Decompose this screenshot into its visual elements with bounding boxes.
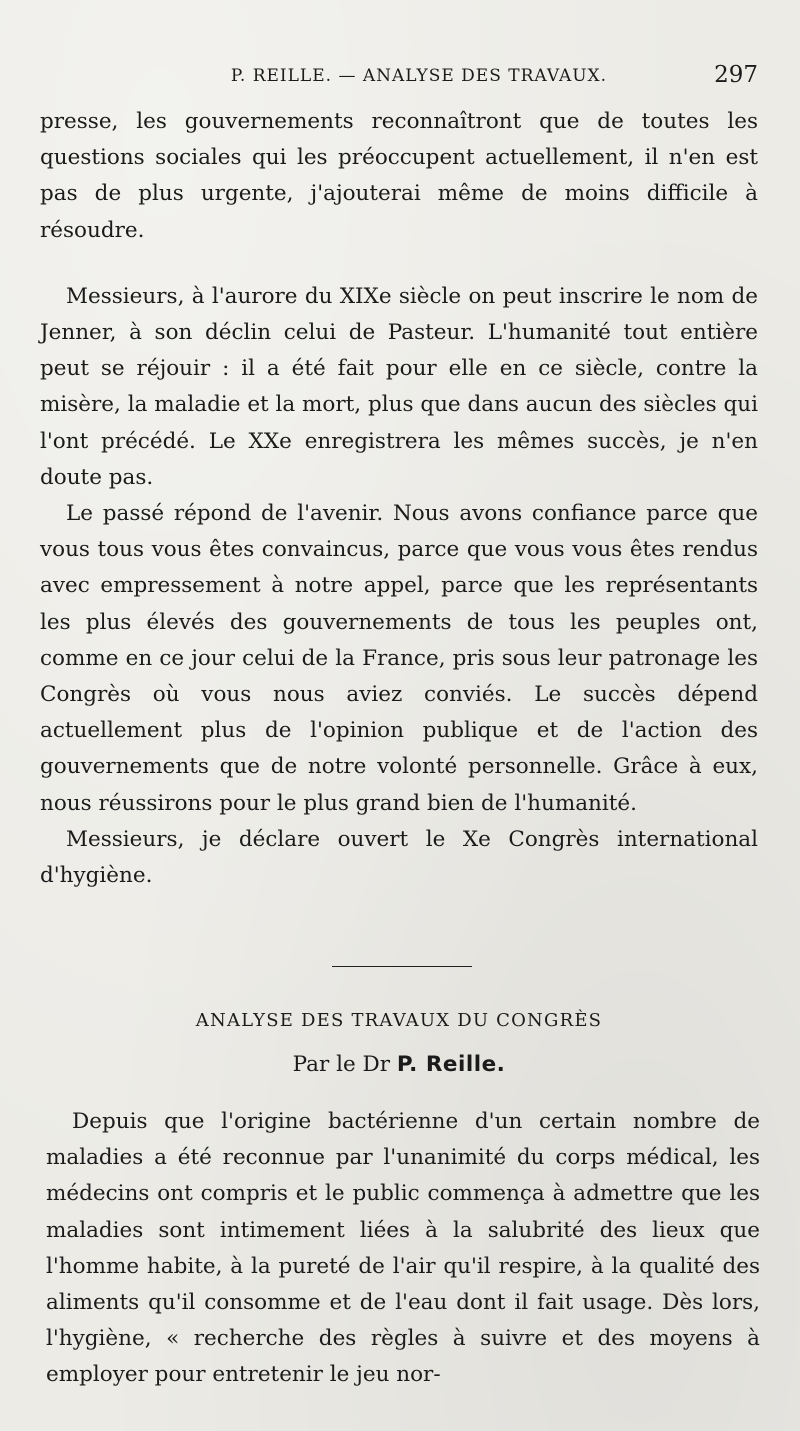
- section-text: [46, 1104, 760, 1394]
- paragraph-passe-avenir: Le passé répond de l'avenir. Nous avons confiance parce que vous tous vous êtes convaincus, parce que vous vous êtes rendus avec empressement à notre appel, parce que les représentants les plus élevés des gouvernements de tous les peuples ont, comme en ce jour celui de la France, pris sous leur patronage les Congrès où vous nous aviez conviés. Le succès dépend actuellement plus de l'opinion publique et de l'action des gouvernements que de notre volonté personnelle. Grâce à eux, nous réussirons pour le plus grand bien de l'humanité.: [40, 501, 758, 816]
- section-heading: ANALYSE DES TRAVAUX DU CONGRÈS: [195, 1010, 603, 1031]
- paragraph-continuation: presse, les gouvernements reconnaîtront que de toutes les questions sociales qui les préoccupent actuellement, il n'en est pas de plus urgente, j'ajouterai même de moins difficile à résoudre.: [40, 109, 758, 243]
- running-title: P. REILLE. — ANALYSE DES TRAVAUX.: [230, 66, 608, 86]
- paragraph-messieurs-jenner: Messieurs, à l'aurore du XIXe siècle on peut inscrire le nom de Jenner, à son déclin celui de Pasteur. L'humanité tout entière peut se réjouir : il a été fait pour elle en ce siècle, contre la misère, la maladie et la mort, plus que dans aucun des siècles qui l'ont précédé. Le XXe enregistrera les mêmes succès, je n'en doute pas.: [40, 283, 758, 490]
- page-number: 297: [714, 62, 758, 88]
- main-text: [40, 104, 758, 894]
- paragraph-origine-bacterienne: Depuis que l'origine bactérienne d'un certain nombre de maladies a été reconnue par l'unanimité du corps médical, les médecins ont compris et le public commença à admettre que les maladies sont intimement liées à la salubrité des lieux que l'homme habite, à la pureté de l'air qu'il respire, à la qualité des aliments qu'il consomme et de l'eau dont il fait usage. Dès lors, l'hygiène, « recherche des règles à suivre et des moyens à employer pour entretenir le jeu nor-: [46, 1109, 760, 1388]
- section-divider: [332, 966, 472, 967]
- byline: [40, 1052, 758, 1077]
- paragraph-declaration: Messieurs, je déclare ouvert le Xe Congrès international d'hygiène.: [40, 826, 758, 889]
- running-head: [40, 62, 758, 98]
- byline-prefix: Par le Dr: [292, 1052, 391, 1077]
- byline-author: P. Reille.: [396, 1052, 506, 1077]
